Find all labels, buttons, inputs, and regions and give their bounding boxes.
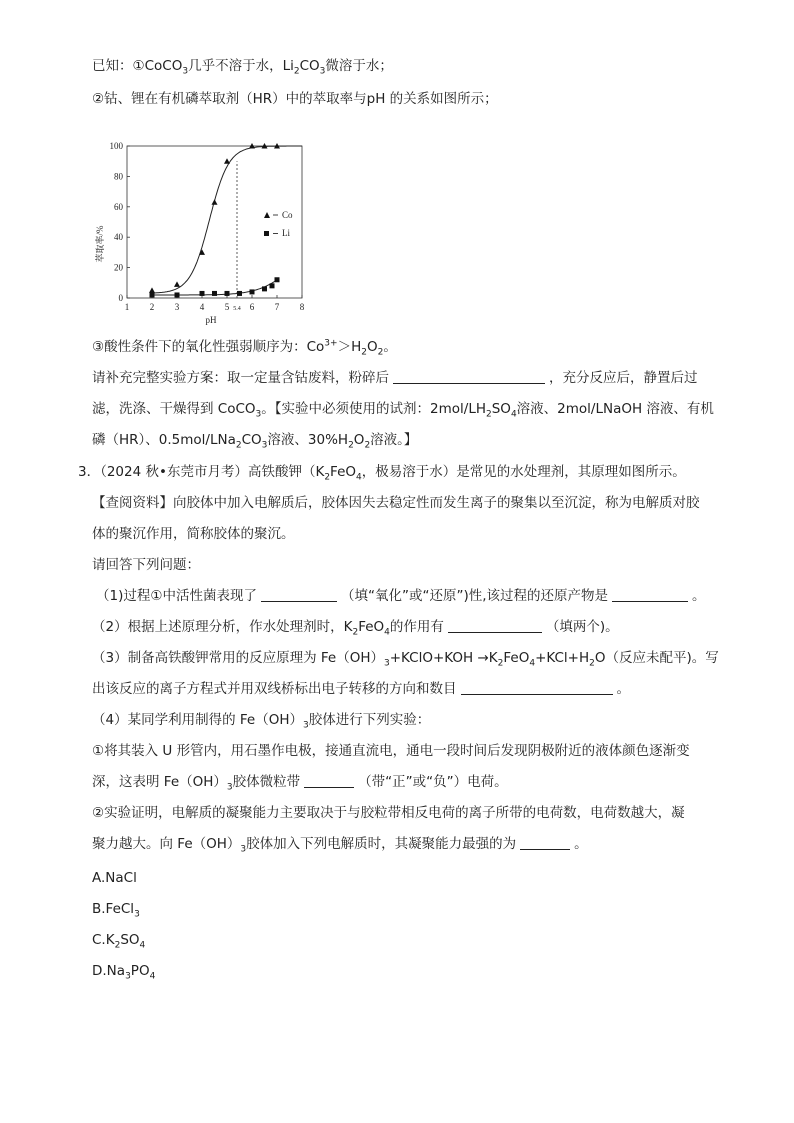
q3-info-2: 体的聚沉作用，简称胶体的聚沉。 — [92, 526, 295, 542]
q3-part-2: （2）根据上述原理分析，作水处理剂时，$K_2FeO_4$的作用有 （填两个)。 — [92, 619, 619, 638]
q3-part-1: （1)过程①中活性菌表现了 （填“氧化”或“还原”)性,该过程的还原产物是 。 — [96, 588, 706, 604]
q3-part-3: （3）制备高铁酸钾常用的反应原理为 $Fe(OH)_3+KClO+KOH \to K_2FeO_4+KCl+H_2O$（反应未配平)。写 — [92, 650, 719, 669]
supplement-line-2: 滤，洗涤、干燥得到 CoCO$_3$。【实验中必须使用的试剂：$2mol/LH_2SO_4$溶液、2mol/LNaOH 溶液、有机 — [92, 401, 714, 420]
supplement-line-3: 磷（HR）、$0.5mol/LNa_2CO_3$溶液、$30\%H_2O_2$溶液。】 — [92, 432, 418, 451]
known-line-3: ③酸性条件下的氧化性强弱顺序为：$Co^{3+}>H_2O_2$。 — [92, 338, 397, 358]
answer-blank-1a[interactable] — [261, 587, 337, 602]
x-tick-label: 2 — [149, 302, 155, 312]
y-tick-label: 40 — [114, 232, 123, 243]
option-a[interactable]: A.NaCl — [92, 870, 137, 886]
answer-blank-3[interactable] — [461, 680, 613, 695]
option-c[interactable]: $C.K_2SO_4$ — [92, 932, 146, 951]
q3-part-3-cont: 出该反应的离子方程式并用双线桥标出电子转移的方向和数目 。 — [92, 681, 630, 697]
legend — [264, 210, 293, 238]
x-axis-label: pH — [205, 315, 217, 325]
x-tick-label: 3 — [174, 302, 180, 312]
extraction-chart — [92, 138, 312, 328]
answer-blank-scheme[interactable] — [393, 369, 545, 384]
q3-exp-2-line-2: 聚力越大。向 $Fe(OH)_3$胶体加入下列电解质时，其凝聚能力最强的为 。 — [92, 836, 588, 855]
co-point — [149, 287, 155, 293]
li-point — [225, 291, 230, 296]
x-tick-label: 5 — [224, 302, 230, 312]
known-line-2: ②钴、锂在有机磷萃取剂（HR）中的萃取率与pH 的关系如图所示； — [92, 91, 498, 107]
legend-co: Co — [282, 210, 293, 220]
option-d[interactable]: $D.Na_3PO_4$ — [92, 963, 156, 982]
li-point — [270, 283, 275, 288]
answer-blank-2[interactable] — [448, 618, 542, 633]
li-point — [262, 286, 267, 291]
q3-ask: 请回答下列问题： — [92, 557, 200, 573]
li-point — [250, 289, 255, 294]
li-point — [175, 292, 180, 297]
answer-blank-4a[interactable] — [304, 773, 354, 788]
li-point — [275, 277, 280, 282]
co-point — [224, 158, 230, 164]
x-tick-label: 1 — [124, 302, 130, 312]
y-tick-label: 60 — [114, 201, 123, 212]
answer-blank-1b[interactable] — [612, 587, 688, 602]
li-point — [212, 291, 217, 296]
x-tick-label: 4 — [199, 302, 205, 312]
y-tick-label: 80 — [114, 171, 123, 182]
q3-exp-1-line-1: ①将其装入 U 形管内，用石墨作电极，接通直流电，通电一段时间后发现阴极附近的液体颜色逐渐变 — [92, 743, 690, 759]
li-point — [150, 292, 155, 297]
y-axis-label: 萃取率/% — [95, 225, 105, 263]
co-point — [212, 199, 218, 204]
co-point — [174, 281, 180, 287]
q3-exp-2-line-1: ②实验证明，电解质的凝聚能力主要取决于与胶粒带相反电荷的离子所带的电荷数，电荷数越大，凝 — [92, 805, 685, 821]
x-tick-label: 8 — [299, 302, 305, 312]
known-line-1: 已知：①CoCO$_3$几乎不溶于水，$Li_2CO_3$微溶于水； — [92, 58, 393, 77]
option-b[interactable]: B.FeCl$_3$ — [92, 901, 140, 920]
chart-svg — [92, 138, 312, 328]
plot-frame — [127, 146, 302, 298]
li-point — [200, 291, 205, 296]
answer-blank-4b[interactable] — [520, 835, 570, 850]
x-tick-label: 6 — [249, 302, 255, 312]
q3-info-1: 【查阅资料】向胶体中加入电解质后，胶体因失去稳定性而发生离子的聚集以至沉淀，称为电解质对胶 — [92, 495, 700, 511]
q3-heading: 3．（2024 秋•东莞市月考）高铁酸钾（$K_2FeO_4$，极易溶于水）是常见的水处理剂，其原理如图所示。 — [78, 464, 686, 483]
x-tick-label: 5.4 — [233, 306, 241, 312]
q3-exp-1-line-2: 深，这表明 $Fe(OH)_3$胶体微粒带 （带“正”或“负”）电荷。 — [92, 774, 508, 793]
x-tick-label: 7 — [274, 302, 280, 312]
q3-part-4: （4）某同学利用制得的 $Fe(OH)_3$胶体进行下列实验： — [92, 712, 431, 731]
legend-li: Li — [282, 228, 290, 238]
y-tick-label: 20 — [114, 262, 123, 273]
li-point — [237, 291, 242, 296]
supplement-line-1: 请补充完整实验方案：取一定量含钴废料，粉碎后 ，充分反应后，静置后过 — [92, 370, 698, 386]
co-curve — [152, 146, 302, 293]
y-tick-label: 100 — [109, 141, 123, 151]
y-tick-label: 0 — [118, 293, 123, 303]
